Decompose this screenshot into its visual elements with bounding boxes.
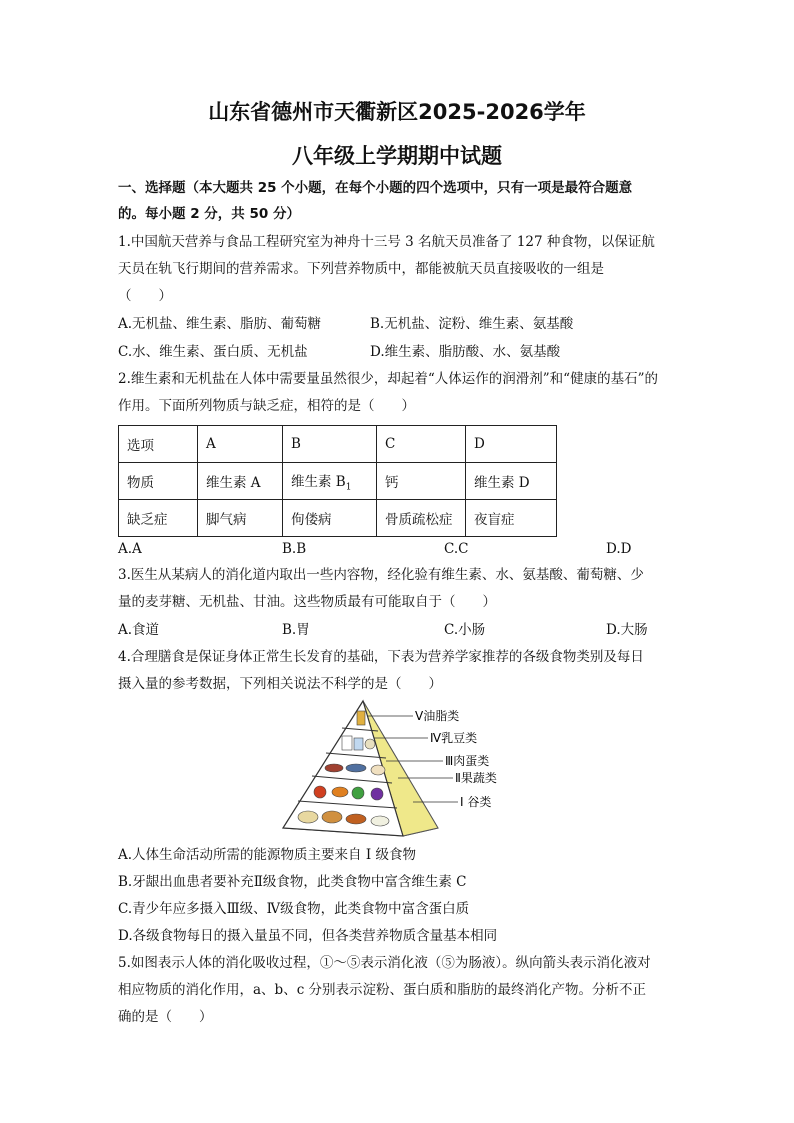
q4-option-c: C.青少年应多摄入Ⅲ级、Ⅳ级食物，此类食物中富含蛋白质 [118,901,470,917]
fish-icon [346,764,366,772]
table-cell [283,463,377,500]
table-cell: 夜盲症 [466,500,557,537]
pyramid-label-dairy: Ⅳ乳豆类 [430,731,478,745]
rice-bowl-icon [298,811,318,823]
q2-option-a: A.A [118,541,142,557]
q1-option-c: C.水、维生素、蛋白质、无机盐 [118,344,308,360]
table-cell: C [377,426,466,463]
table-cell: A [198,426,283,463]
table-cell: D [466,426,557,463]
bean-icon [365,739,375,749]
pyramid-label-meat: Ⅲ肉蛋类 [445,754,490,768]
q3-option-d: D.大肠 [606,622,648,638]
pyramid-label-oil: Ⅴ油脂类 [415,709,460,723]
table-cell: 维生素 A [198,463,283,500]
q1-option-a: A.无机盐、维生素、脂肪、葡萄糖 [118,316,322,332]
q5-stem-end: 确的是（ ） [118,1009,213,1025]
corn-icon [346,814,366,824]
q1-option-b: B.无机盐、淀粉、维生素、氨基酸 [370,316,574,332]
table-row [119,463,557,500]
table-cell: 脚气病 [198,500,283,537]
table-row [119,500,557,537]
vegetable-icon [352,787,364,799]
vitamin-deficiency-table [118,425,557,537]
q3-option-c: C.小肠 [444,622,486,638]
table-cell: 钙 [377,463,466,500]
exam-title-line1: 山东省德州市天衢新区2025-2026学年 [208,100,586,124]
section-heading: 一、选择题（本大题共 25 个小题，在每个小题的四个选项中，只有一项是最符合题意 [118,180,633,196]
q4-stem-cont: 摄入量的参考数据，下列相关说法不科学的是（ ） [118,676,442,692]
table-cell: B [283,426,377,463]
q1-stem: 1.中国航天营养与食品工程研究室为神舟十三号 3 名航天员准备了 127 种食物，以保证航 [118,234,655,250]
q3-option-b: B.胃 [282,622,310,638]
table-cell-text: 维生素 B [291,473,346,490]
q3-stem-cont: 量的麦芽糖、无机盐、甘油。这些物质最有可能取自于（ ） [118,594,496,610]
egg-icon [371,765,385,775]
pyramid-label-grain: Ⅰ 谷类 [460,795,492,809]
q2-option-d: D.D [606,541,632,557]
q4-stem: 4.合理膳食是保证身体正常生长发育的基础，下表为营养学家推荐的各级食物类别及每日 [118,649,644,665]
q3-stem: 3.医生从某病人的消化道内取出一些内容物，经化验有维生素、水、氨基酸、葡萄糖、少 [118,567,644,583]
q2-stem: 2.维生素和无机盐在人体中需要量虽然很少，却起着“人体运作的润滑剂”和“健康的基石”的 [118,371,658,387]
q2-option-b: B.B [282,541,307,557]
grape-icon [371,788,383,800]
exam-title-line2: 八年级上学期期中试题 [292,144,502,168]
q4-option-a: A.人体生命活动所需的能源物质主要来自 I 级食物 [118,847,416,863]
table-cell: 缺乏症 [119,500,198,537]
carrot-icon [332,787,348,797]
oil-bottle-icon [357,711,365,725]
milk-glass-icon [354,738,363,750]
q3-option-a: A.食道 [118,622,160,638]
q2-stem-cont: 作用。下面所列物质与缺乏症，相符的是（ ） [118,398,415,414]
subscript: 1 [345,482,352,493]
table-cell: 选项 [119,426,198,463]
meat-icon [325,764,343,772]
q4-option-d: D.各级食物每日的摄入量虽不同，但各类营养物质含量基本相同 [118,928,498,944]
q1-answer-blank: （ ） [118,288,172,304]
table-cell: 物质 [119,463,198,500]
q4-option-b: B.牙龈出血患者要补充Ⅱ级食物，此类食物中富含维生素 C [118,874,467,890]
q1-option-d: D.维生素、脂肪酸、水、氨基酸 [370,344,561,360]
noodle-icon [371,816,389,826]
section-heading-cont: 的。每小题 2 分，共 50 分） [118,206,300,222]
food-pyramid-figure [278,698,518,838]
tomato-icon [314,786,326,798]
q2-option-c: C.C [444,541,469,557]
q5-stem-cont: 相应物质的消化作用，a、b、c 分别表示淀粉、蛋白质和脂肪的最终消化产物。分析不正 [118,982,647,998]
q1-stem-cont: 天员在轨飞行期间的营养需求。下列营养物质中，都能被航天员直接吸收的一组是 [118,261,604,277]
table-cell: 骨质疏松症 [377,500,466,537]
table-row [119,426,557,463]
table-cell: 维生素 D [466,463,557,500]
table-cell: 佝偻病 [283,500,377,537]
pyramid-label-fruit-veg: Ⅱ果蔬类 [455,771,497,785]
bread-icon [322,811,342,823]
milk-carton-icon [342,736,352,750]
q5-stem: 5.如图表示人体的消化吸收过程，①～⑤表示消化液（⑤为肠液）。纵向箭头表示消化液对 [118,955,651,971]
